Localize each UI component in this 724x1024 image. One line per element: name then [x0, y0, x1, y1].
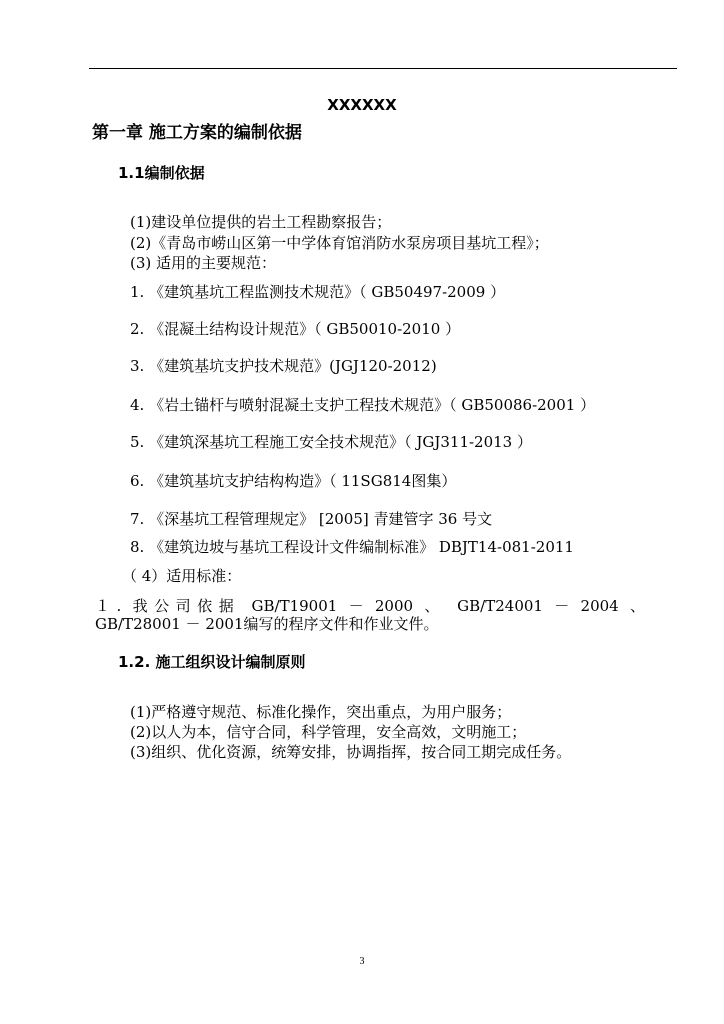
standard-item-2: 2. 《混凝土结构设计规范》（ GB50010-2010 ） [130, 320, 461, 338]
chapter-heading: 第一章 施工方案的编制依据 [92, 123, 302, 143]
standard-item-6: 6. 《建筑基坑支护结构构造》（ 11SG814图集） [130, 472, 457, 490]
standard-item-4: 4. 《岩土锚杆与喷射混凝土支护工程技术规范》（ GB50086-2001 ） [130, 396, 596, 414]
page-number: 3 [359, 956, 365, 967]
principle-item-3: (3)组织、优化资源，统筹安排，协调指挥，按合同工期完成任务。 [130, 743, 572, 761]
header-rule [89, 68, 677, 69]
basis-item-2: (2)《青岛市崂山区第一中学体育馆消防水泵房项目基坑工程》； [130, 234, 549, 252]
applicable-standards-line-1: １. 我公司依据 GB/T19001 － 2000 、 GB/T24001 － 2004 、 [95, 597, 645, 615]
section-heading-1-2: 1.2. 施工组织设计编制原则 [118, 653, 306, 671]
basis-item-1: (1)建设单位提供的岩土工程勘察报告； [130, 213, 392, 231]
basis-item-3: (3) 适用的主要规范： [130, 254, 277, 272]
standard-item-1: 1. 《建筑基坑工程监测技术规范》（ GB50497-2009 ） [130, 283, 506, 301]
basis-item-4: （ 4）适用标准： [122, 567, 242, 585]
standard-item-5: 5. 《建筑深基坑工程施工安全技术规范》（ JGJ311-2013 ） [130, 433, 532, 451]
applicable-standards-line-2: GB/T28001 － 2001编写的程序文件和作业文件。 [95, 615, 439, 633]
standard-item-7: 7. 《深基坑工程管理规定》 [2005] 青建管字 36 号文 [130, 510, 493, 528]
principle-item-1: (1)严格遵守规范、标准化操作，突出重点，为用户服务； [130, 703, 512, 721]
standard-item-3: 3. 《建筑基坑支护技术规范》(JGJ120-2012) [130, 357, 437, 375]
document-title: XXXXXX [327, 96, 397, 114]
section-heading-1-1: 1.1编制依据 [118, 164, 205, 182]
principle-item-2: (2)以人为本，信守合同，科学管理，安全高效，文明施工； [130, 723, 527, 741]
standard-item-8: 8. 《建筑边坡与基坑工程设计文件编制标准》 DBJT14-081-2011 [130, 538, 574, 556]
